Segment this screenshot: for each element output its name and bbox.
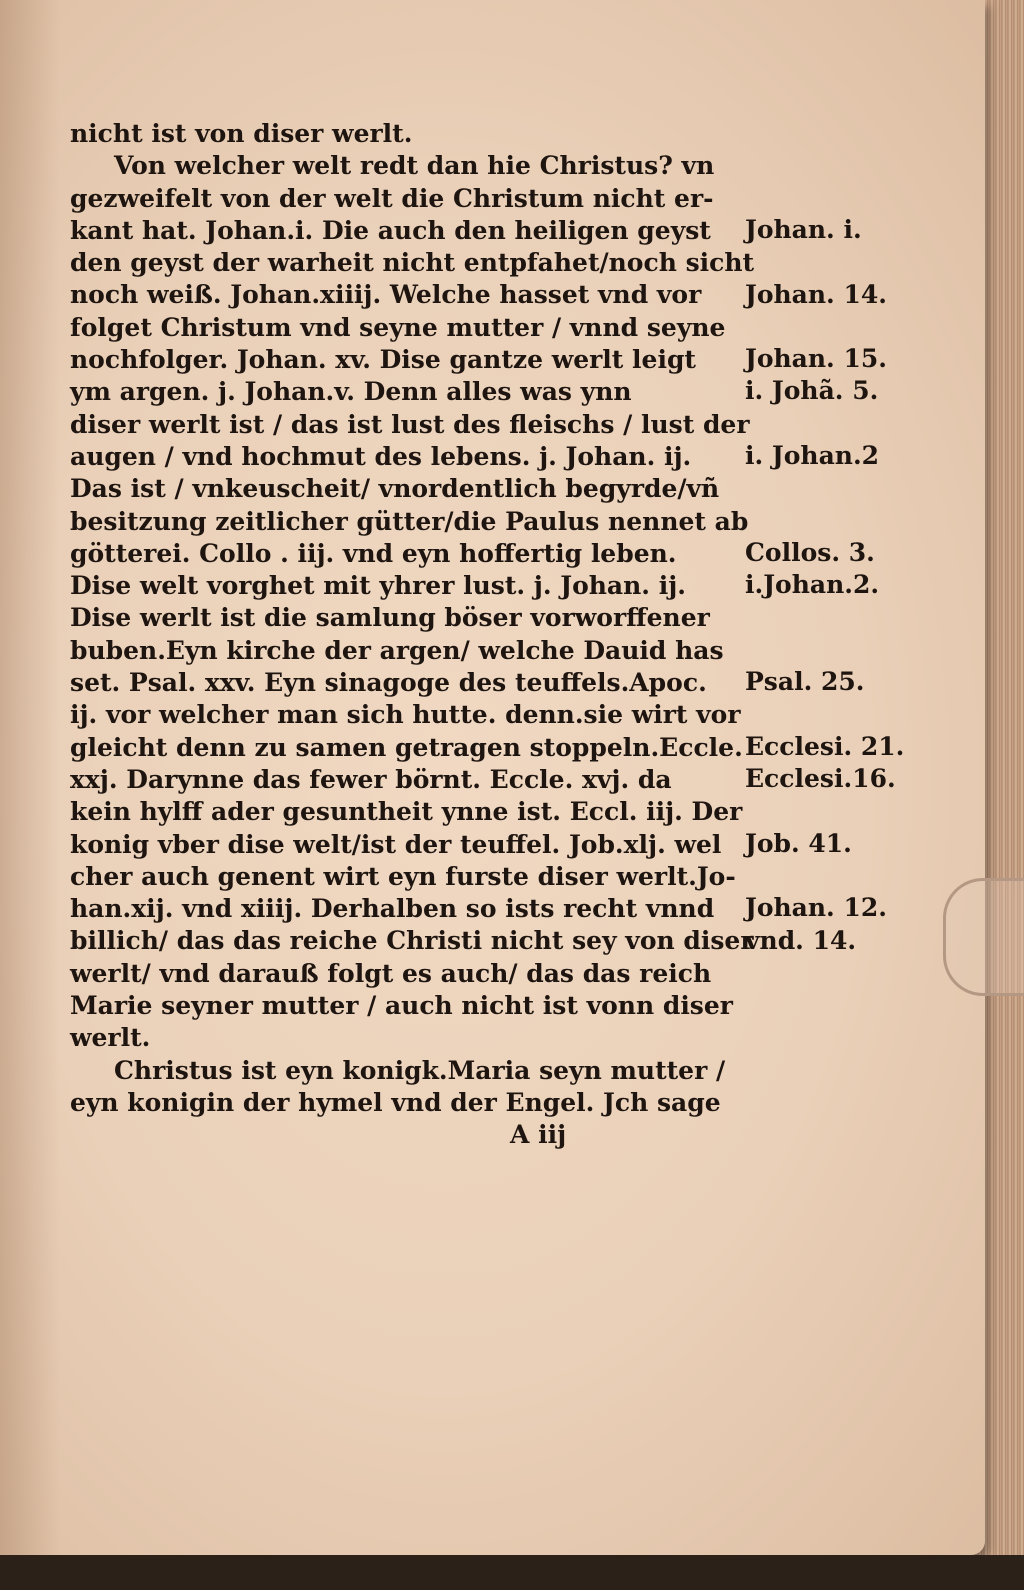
margin-note: Psal. 25.	[745, 667, 865, 697]
text-line: besitzung zeitlicher gütter/die Paulus nennet ab	[70, 506, 749, 536]
margin-note: i. Johan.2	[745, 441, 880, 470]
margin-note: Johan. 15.	[745, 344, 887, 374]
text-line: götterei. Collo . iij. vnd eyn hoffertig leben.	[70, 538, 677, 568]
text-line: eyn konigin der hymel vnd der Engel. Jch sage	[70, 1087, 721, 1117]
text-line: den geyst der warheit nicht entpfahet/noch sicht	[70, 248, 755, 278]
text-line: nicht ist von diser werlt.	[70, 119, 413, 148]
margin-note: Johan. 14.	[745, 279, 887, 309]
text-line: nochfolger. Johan. xv. Dise gantze werlt leigt	[70, 345, 696, 375]
text-line: folget Christum vnd seyne mutter / vnnd seyne	[70, 312, 726, 342]
main-text-block	[70, 118, 755, 1152]
text-line: gezweifelt von der welt die Christum nicht er-	[70, 183, 714, 213]
text-line: kant hat. Johan.i. Die auch den heiligen geyst	[70, 215, 711, 245]
margin-note: Johan. 12.	[745, 893, 887, 923]
bottom-shadow-edge	[0, 1555, 1024, 1590]
margin-note: Ecclesi. 21.	[745, 731, 905, 761]
margin-note: Ecclesi.16.	[745, 764, 896, 793]
text-line: ym argen. j. Johan.v. Denn alles was ynn	[70, 377, 632, 407]
page-clip	[943, 878, 1024, 996]
text-line: gleicht denn zu samen getragen stoppeln.Eccle.	[70, 732, 743, 762]
text-line: diser werlt ist / das ist lust des fleischs / lust der	[70, 409, 750, 439]
text-line: noch weiß. Johan.xiiij. Welche hasset vnd vor	[70, 280, 702, 310]
text-line: kein hylff ader gesuntheit ynne ist. Eccl. iij. Der	[70, 797, 743, 827]
margin-note: Job. 41.	[745, 828, 852, 858]
margin-note: Collos. 3.	[745, 537, 875, 567]
text-line: Dise werlt ist die samlung böser vorworffener	[70, 603, 710, 633]
text-line: augen / vnd hochmut des lebens. j. Johan. ij.	[70, 441, 692, 471]
margin-note: vnd. 14.	[745, 925, 857, 955]
text-line: billich/ das das reiche Christi nicht sey von diser	[70, 926, 754, 956]
margin-note: Johan. i.	[745, 214, 862, 244]
text-line: Das ist / vnkeuscheit/ vnordentlich begyrde/vñ	[70, 474, 720, 504]
text-line: Christus ist eyn konigk.Maria seyn mutter /	[114, 1055, 726, 1085]
signature-mark: A iij	[510, 1120, 567, 1150]
text-line: ij. vor welcher man sich hutte. denn.sie wirt vor	[70, 700, 741, 730]
text-line: buben.Eyn kirche der argen/ welche Dauid has	[70, 635, 724, 665]
margin-note: i. Johã. 5.	[745, 376, 879, 406]
text-line: konig vber dise welt/ist der teuffel. Job.xlj. wel	[70, 829, 722, 859]
margin-note: i.Johan.2.	[745, 570, 880, 600]
text-line: werlt/ vnd darauß folgt es auch/ das das reich	[70, 958, 712, 988]
text-line: Dise welt vorghet mit yhrer lust. j. Johan. ij.	[70, 571, 686, 601]
text-line: set. Psal. xxv. Eyn sinagoge des teuffels.Apoc.	[70, 668, 707, 698]
text-line: han.xij. vnd xiiij. Derhalben so ists recht vnnd	[70, 894, 715, 924]
text-line: werlt.	[70, 1023, 151, 1053]
text-line: Marie seyner mutter / auch nicht ist vonn diser	[70, 991, 733, 1021]
text-line: xxj. Darynne das fewer börnt. Eccle. xvj. da	[70, 764, 672, 794]
text-line: Von welcher welt redt dan hie Christus? vn	[114, 151, 715, 181]
text-line: cher auch genent wirt eyn furste diser werlt.Jo-	[70, 861, 736, 891]
